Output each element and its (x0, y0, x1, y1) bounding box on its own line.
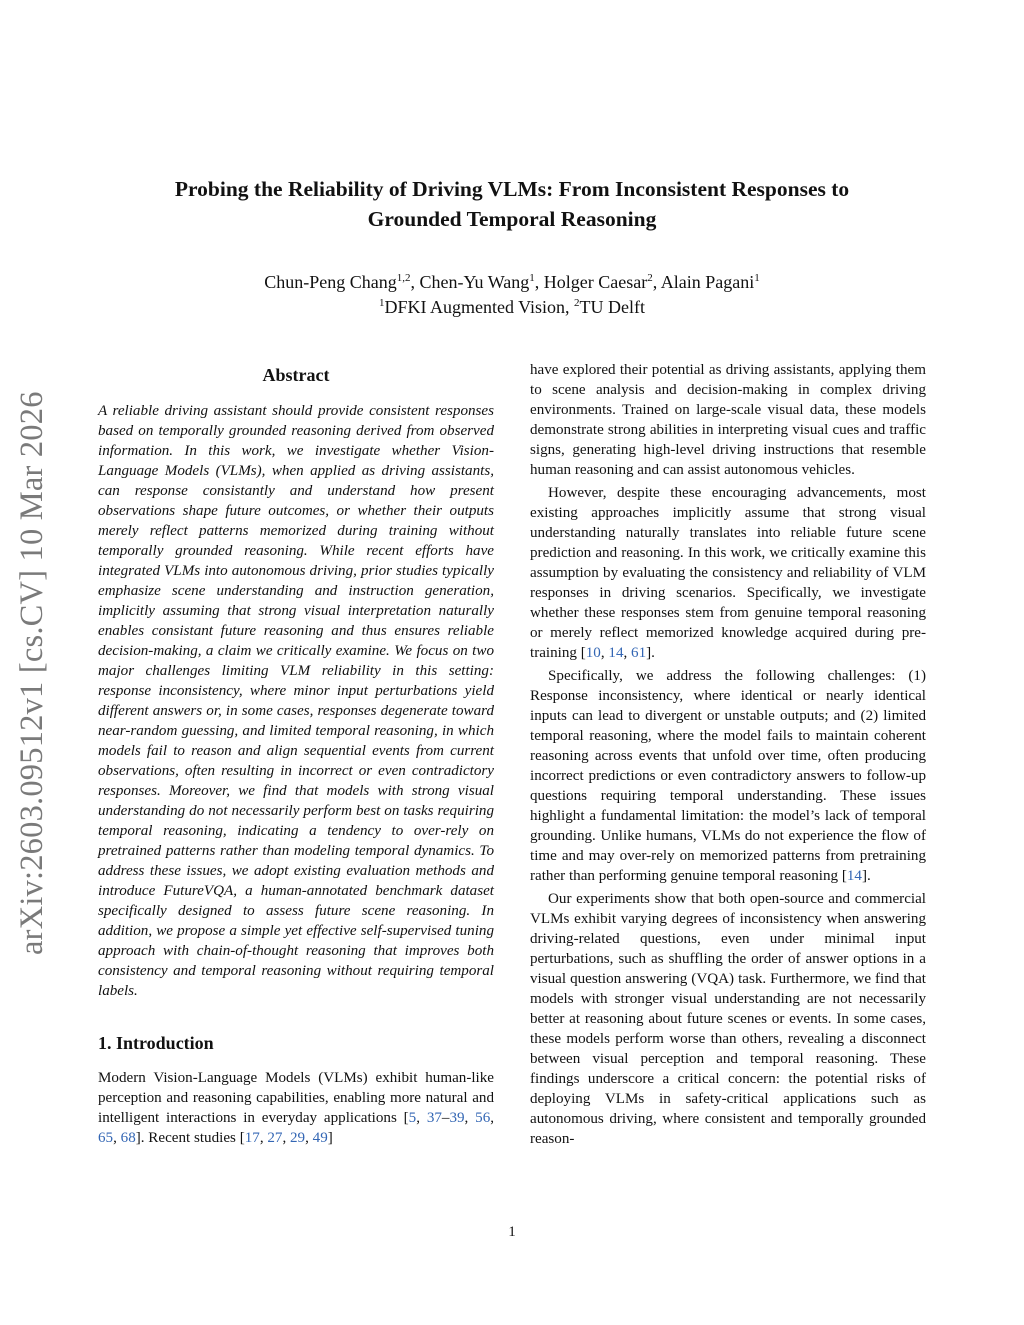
intro-paragraph-3: However, despite these encouraging advancements, most existing approaches implicitly assume that strong visual understanding naturally translates into reliable future scene prediction and reasoning. In this work, we critically examine this assumption by evaluating the consistency and reliability of VLM responses in driving scenarios. Specifically, we investigate whether these responses stem from genuine temporal reasoning or merely reflect memorized knowledge acquired during pre-training [10, 14, 61]. (530, 485, 926, 661)
citation-link[interactable]: 14 (608, 645, 624, 661)
citation-link[interactable]: 5 (408, 1110, 417, 1126)
citation-link[interactable]: 65 (98, 1130, 114, 1146)
arxiv-identifier-stamp: arXiv:2603.09512v1 [cs.CV] 10 Mar 2026 (14, 391, 50, 955)
page-number: 1 (508, 1224, 516, 1240)
paper-title (100, 174, 924, 234)
author-block (100, 270, 924, 320)
citation-link[interactable]: 49 (312, 1130, 328, 1146)
abstract-body: A reliable driving assistant should provide consistent responses based on temporally grounded reasoning derived from observed information. In this work, we investigate whether Vision-Language Models (VLMs), when applied as driving assistants, can response consistantly and understand how present observations shape future outcomes, or whether their outputs merely reflect patterns memorized during training without temporally grounded reasoning. While recent efforts have integrated VLMs into autonomous driving, prior studies typically emphasize scene understanding and instruction generation, implicitly assuming that strong visual interpretation naturally enables consistant future reasoning and thus ensures reliable decision-making, a claim we critically examine. We focus on two major challenges limiting VLM reliability in this setting: response inconsistency, where minor input perturbations yield different answers or, in some cases, responses degenerate toward near-random guessing, and limited temporal reasoning, in which models fail to reason and align sequential events from current observations, often resulting in incorrect or even contradictory responses. Moreover, we find that models with strong visual understanding do not necessarily perform best on tasks requiring temporal reasoning, indicating a tendency to over-rely on pretrained patterns rather than modeling temporal dynamics. To address these issues, we adopt existing evaluation methods and introduce FutureVQA, a human-annotated benchmark dataset specifically designed to assess future scene reasoning. In addition, we propose a simple yet effective self-supervised tuning approach with chain-of-thought reasoning that improves both consistency and temporal reasoning without requiring temporal labels. (98, 403, 494, 999)
affiliation-marker: 1 (378, 297, 385, 309)
intro-paragraph-5: Our experiments show that both open-source and commercial VLMs exhibit varying degrees of inconsistency when answering driving-related questions, even under minimal input perturbations, such as shuffling the order of answer options in a visual question answering (VQA) task. Furthermore, we find that models with stronger visual understanding are not necessarily better at reasoning about future scenes or events. In some cases, these models perform worse than others, revealing a disconnect between visual perception and temporal reasoning. These findings underscore a critical concern: the potential risks of deploying VLMs in safety-critical applications such as autonomous driving, where consistent and temporally grounded reason- (530, 891, 926, 1147)
title-line-1: Probing the Reliability of Driving VLMs: From Inconsistent Responses to (174, 177, 850, 201)
title-line-2: Grounded Temporal Reasoning (367, 207, 657, 231)
intro-paragraph-1: Modern Vision-Language Models (VLMs) exhibit human-like perception and reasoning capabilities, enabling more natural and intelligent interactions in everyday applications [5, 37–39, 56, 65, 68]. Recent studies [17, 27, 29, 49] (98, 1070, 495, 1146)
citation-link[interactable]: 37 (426, 1110, 442, 1126)
author-name: Chun-Peng Chang (264, 272, 397, 292)
intro-paragraph-2: have explored their potential as driving assistants, applying them to scene analysis and decision-making in complex driving environments. Trained on large-scale visual data, these models demonstrate strong abilities in interpreting visual cues and traffic signs, generating high-level driving instructions that resemble human reasoning and can assist autonomous vehicles. (530, 362, 926, 478)
left-column (98, 360, 494, 1151)
author-name: , Alain Pagani (652, 272, 755, 292)
author-list (100, 270, 924, 295)
citation-link[interactable]: 39 (449, 1110, 465, 1126)
citation-link[interactable]: 17 (244, 1130, 260, 1146)
abstract-heading: Abstract (262, 365, 330, 385)
citation-link[interactable]: 10 (585, 645, 601, 661)
citation-link[interactable]: 14 (846, 868, 862, 884)
citation-link[interactable]: 27 (267, 1130, 283, 1146)
citation-link[interactable]: 61 (631, 645, 647, 661)
affiliation-name: TU Delft (579, 297, 646, 317)
right-column (530, 360, 926, 1152)
intro-paragraph-4: Specifically, we address the following challenges: (1) Response inconsistency, where identical or nearly identical inputs can lead to divergent or unstable outputs; and (2) limited temporal reasoning, where the model fails to maintain coherent reasoning across events that unfold over time, often producing incorrect predictions or even contradictory answers to follow-up questions requiring temporal understanding. These issues highlight a fundamental limitation: the model’s lack of temporal grounding. Unlike humans, VLMs do not experience the flow of time and may over-rely on memorized patterns from pretraining rather than performing genuine temporal reasoning [14]. (530, 668, 926, 884)
citation-link[interactable]: 29 (290, 1130, 306, 1146)
affiliation-marker: 1,2 (396, 272, 411, 284)
author-name: , Holger Caesar (534, 272, 648, 292)
citation-link[interactable]: 56 (475, 1110, 491, 1126)
affiliation-list (100, 295, 924, 320)
affiliation-marker: 1 (529, 272, 535, 284)
affiliation-name: DFKI Augmented Vision, (384, 297, 575, 317)
affiliation-marker: 2 (574, 297, 580, 309)
introduction-heading: 1. Introduction (98, 1033, 214, 1053)
citation-link[interactable]: 68 (120, 1130, 136, 1146)
affiliation-marker: 1 (754, 272, 760, 284)
affiliation-marker: 2 (647, 272, 653, 284)
author-name: , Chen-Yu Wang (410, 272, 530, 292)
